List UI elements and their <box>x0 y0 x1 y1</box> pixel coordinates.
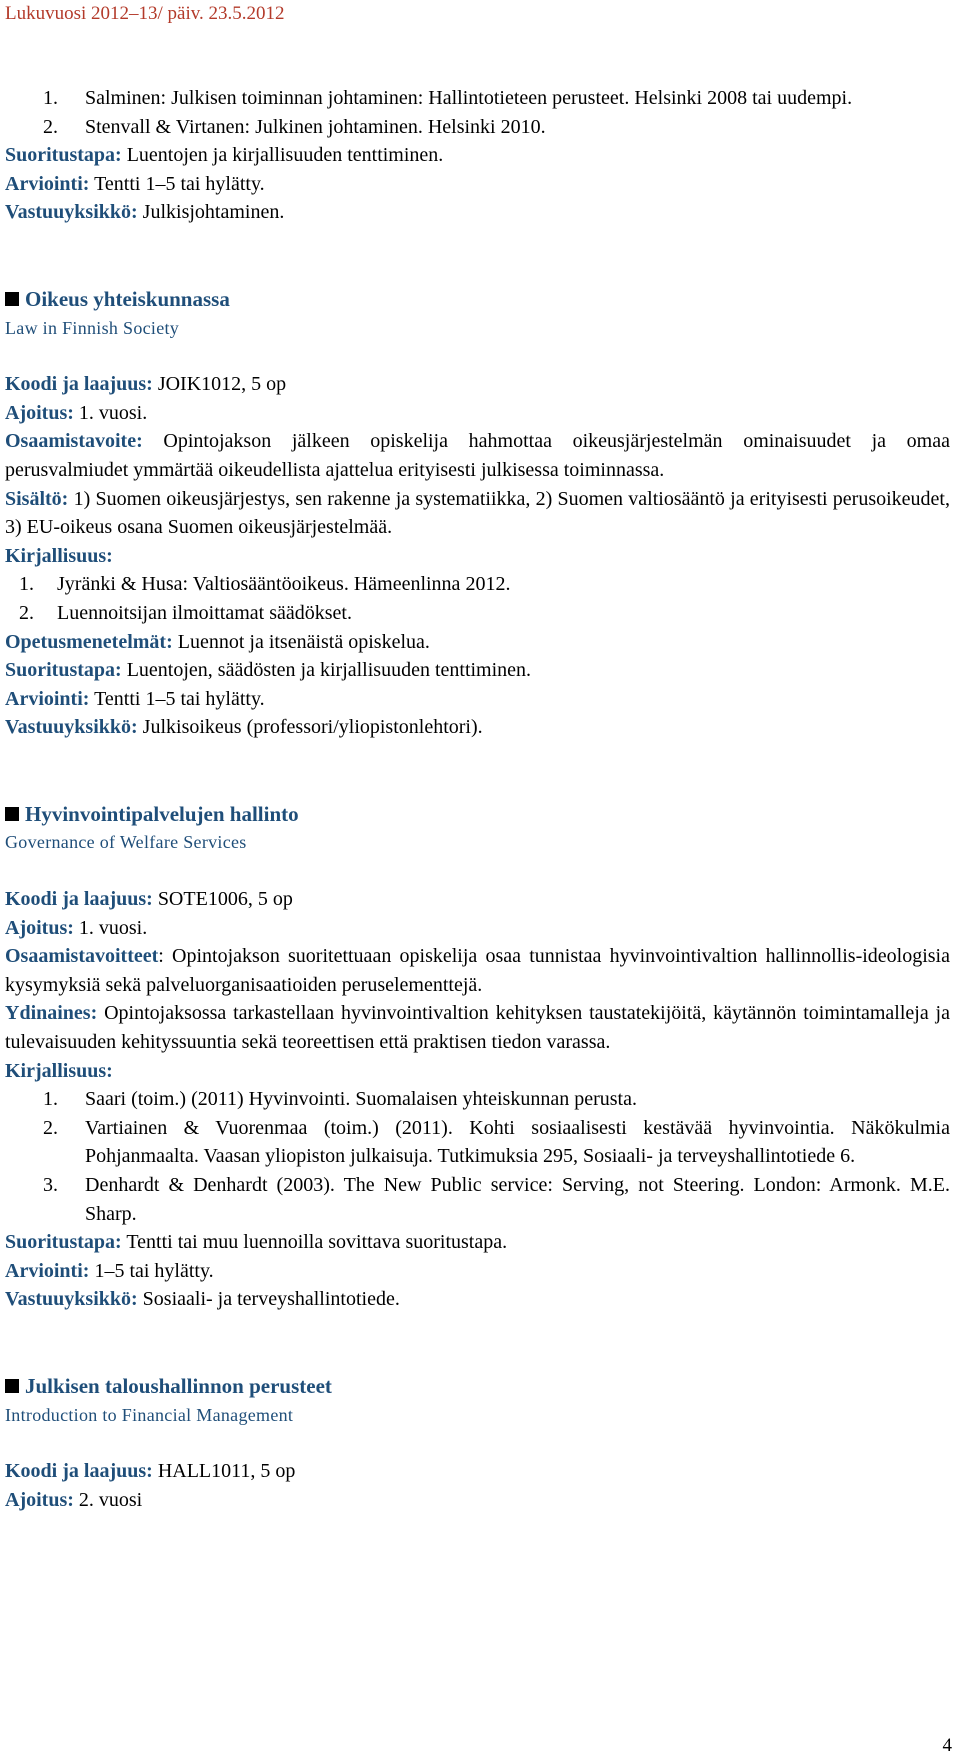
intro-literature-list <box>5 84 950 141</box>
intro-unit: Vastuuyksikkö: Julkisjohtaminen. <box>5 201 285 224</box>
course-subtitle: Law in Finnish Society <box>5 317 180 338</box>
square-bullet-icon <box>5 807 19 821</box>
course-eval: Arviointi: Tentti 1–5 tai hylätty. <box>5 687 265 710</box>
course-title: Oikeus yhteiskunnassa <box>5 285 950 314</box>
running-header: Lukuvuosi 2012–13/ päiv. 23.5.2012 <box>5 3 285 24</box>
course-subtitle: Governance of Welfare Services <box>5 832 247 853</box>
intro-eval: Arviointi: Tentti 1–5 tai hylätty. <box>5 172 265 195</box>
list-item: 1. Jyränki & Husa: Valtiosääntöoikeus. Hämeenlinna 2012. <box>19 573 511 596</box>
list-item: 3. Denhardt & Denhardt (2003). The New Public service: Serving, not Steering. London: Armonk. M.E. Sharp. <box>43 1174 950 1225</box>
literature-heading: Kirjallisuus: <box>5 544 113 567</box>
course-code: Koodi ja laajuus: JOIK1012, 5 op <box>5 373 287 396</box>
course-timing: Ajoitus: 1. vuosi. <box>5 916 148 939</box>
list-item: 2. Stenvall & Virtanen: Julkinen johtaminen. Helsinki 2010. <box>43 115 546 138</box>
course-goal: Osaamistavoitteet: Opintojakson suoritettuaan opiskelija osaa tunnistaa hyvinvointivaltion hallinnollis-ideologisia kysymyksiä sekä palveluorganisaatioiden peruselementtejä. <box>5 945 950 996</box>
course-section <box>5 1372 950 1514</box>
course-literature-list <box>5 570 950 627</box>
course-section <box>5 285 950 742</box>
course-unit: Vastuuyksikkö: Sosiaali- ja terveyshallintotiede. <box>5 1288 400 1311</box>
course-subtitle: Introduction to Financial Management <box>5 1404 294 1425</box>
list-item: 1. Salminen: Julkisen toiminnan johtaminen: Hallintotieteen perusteet. Helsinki 2008 tai uudempi. <box>43 87 853 109</box>
list-item: 1. Saari (toim.) (2011) Hyvinvointi. Suomalaisen yhteiskunnan perusta. <box>43 1088 637 1111</box>
intro-mode: Suoritustapa: Luentojen ja kirjallisuuden tenttiminen. <box>5 144 444 167</box>
list-item: 2. Vartiainen & Vuorenmaa (toim.) (2011). Kohti sosiaalisesti kestävää hyvinvointia. Näkökulmia Pohjanmaalta. Vaasan yliopiston julkaisuja. Tutkimuksia 295, Sosiaali- ja terveyshallintotiede 6. <box>43 1116 950 1168</box>
course-mode: Suoritustapa: Tentti tai muu luennoilla sovittava suoritustapa. <box>5 1231 508 1254</box>
literature-heading: Kirjallisuus: <box>5 1059 113 1082</box>
course-literature-list <box>5 1085 950 1228</box>
course-content: Ydinaines: Opintojaksossa tarkastellaan hyvinvointivaltion kehityksen taustatekijöitä, käytännön toimintamalleja ja tulevaisuuden kehityssuuntia sekä teoreettisen että praktisen tiedon varassa. <box>5 1002 950 1054</box>
list-item: 2. Luennoitsijan ilmoittamat säädökset. <box>19 601 352 624</box>
page-number: 4 <box>942 1735 952 1756</box>
course-code: Koodi ja laajuus: SOTE1006, 5 op <box>5 888 293 911</box>
course-mode: Suoritustapa: Luentojen, säädösten ja kirjallisuuden tenttiminen. <box>5 659 532 682</box>
square-bullet-icon <box>5 292 19 306</box>
course-section <box>5 800 950 1314</box>
course-eval: Arviointi: 1–5 tai hylätty. <box>5 1259 214 1282</box>
document-body <box>5 84 950 1514</box>
course-title: Julkisen taloushallinnon perusteet <box>5 1372 950 1401</box>
course-title: Hyvinvointipalvelujen hallinto <box>5 800 950 829</box>
course-timing: Ajoitus: 1. vuosi. <box>5 401 148 424</box>
course-goal: Osaamistavoite: Opintojakson jälkeen opiskelija hahmottaa oikeusjärjestelmän ominaisuudet ja omaa perusvalmiudet ymmärtää oikeudellista ajattelua erityisesti julkisessa toiminnassa. <box>5 430 950 481</box>
course-methods: Opetusmenetelmät: Luennot ja itsenäistä opiskelua. <box>5 630 430 653</box>
square-bullet-icon <box>5 1379 19 1393</box>
course-content: Sisältö: 1) Suomen oikeusjärjestys, sen rakenne ja systematiikka, 2) Suomen valtiosääntö ja erityisesti perusoikeudet, 3) EU-oikeus osana Suomen oikeusjärjestelmää. <box>5 487 950 539</box>
course-code: Koodi ja laajuus: HALL1011, 5 op <box>5 1460 296 1483</box>
course-unit: Vastuuyksikkö: Julkisoikeus (professori/yliopistonlehtori). <box>5 716 483 739</box>
course-timing: Ajoitus: 2. vuosi <box>5 1488 143 1511</box>
